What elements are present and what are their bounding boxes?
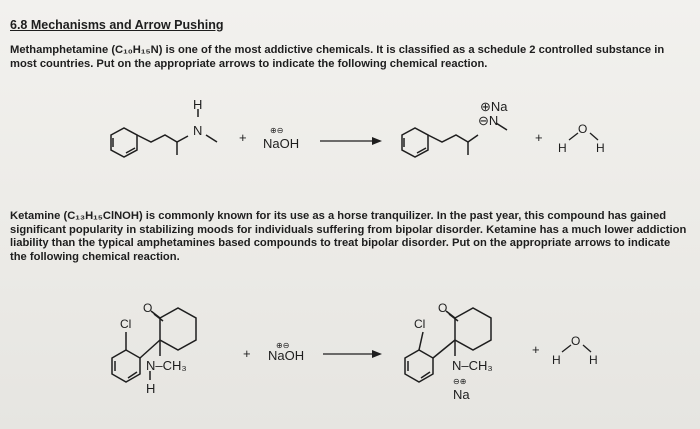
water-h2: H [596,141,605,155]
reaction-arrow [320,137,382,145]
reaction-arrow-2 [323,350,382,358]
charge-symbols-2: ⊕⊖ [276,341,290,350]
plus-sign-4: + [532,342,540,357]
product-amine-label: N–CH₃ [452,358,493,373]
reaction-2 [0,298,700,428]
paragraph-ketamine: Ketamine (C₁₃H₁₅ClNOH) is commonly known for its use as a horse tranquilizer. In the past year, this compound has gained significant popularity in stabilizing moods for individuals suffering from bipolar disorder. Ketamine has a much lower addiction liability than the typical amphetamines based compounds to treat bipolar disorder. Put on the appropriate arrows to indicate the following chemical reaction. [10,210,687,263]
water-h1: H [558,141,567,155]
charge-symbols: ⊕⊖ [270,126,284,135]
naoh-label: NaOH [263,136,300,151]
amine-label: N–CH₃ [146,358,187,373]
water-h2-2: H [589,353,598,367]
reaction-1 [0,95,700,195]
sodium-amide-structure [402,123,507,157]
chloro-label: Cl [120,317,132,331]
section-title: 6.8 Mechanisms and Arrow Pushing [10,18,224,32]
product-na-label-2: Na [453,387,470,402]
product-charge-symbols: ⊖⊕ [453,377,467,386]
reactant-h-label: H [193,97,203,112]
paragraph-methamphetamine: Methamphetamine (C₁₀H₁₅N) is one of the most addictive chemicals. It is classified as a schedule 2 controlled substance in most countries. Put on the appropriate arrows to indicate the following chemical reaction. [10,44,665,70]
oxygen-label: O [143,301,153,315]
reactant-n-label: N [193,123,203,138]
naoh-label-2: NaOH [268,348,305,363]
product-na-label: ⊕Na [480,99,508,114]
water-o: O [578,122,588,136]
amine-h-label: H [146,381,156,396]
product-oxygen-label: O [438,301,448,315]
water-o-2: O [571,334,581,348]
plus-sign-2: + [535,130,543,145]
product-n-label: ⊖N [478,113,499,128]
water-h1-2: H [552,353,561,367]
product-chloro-label: Cl [414,317,426,331]
plus-sign-3: + [243,346,251,361]
plus-sign: + [239,130,247,145]
